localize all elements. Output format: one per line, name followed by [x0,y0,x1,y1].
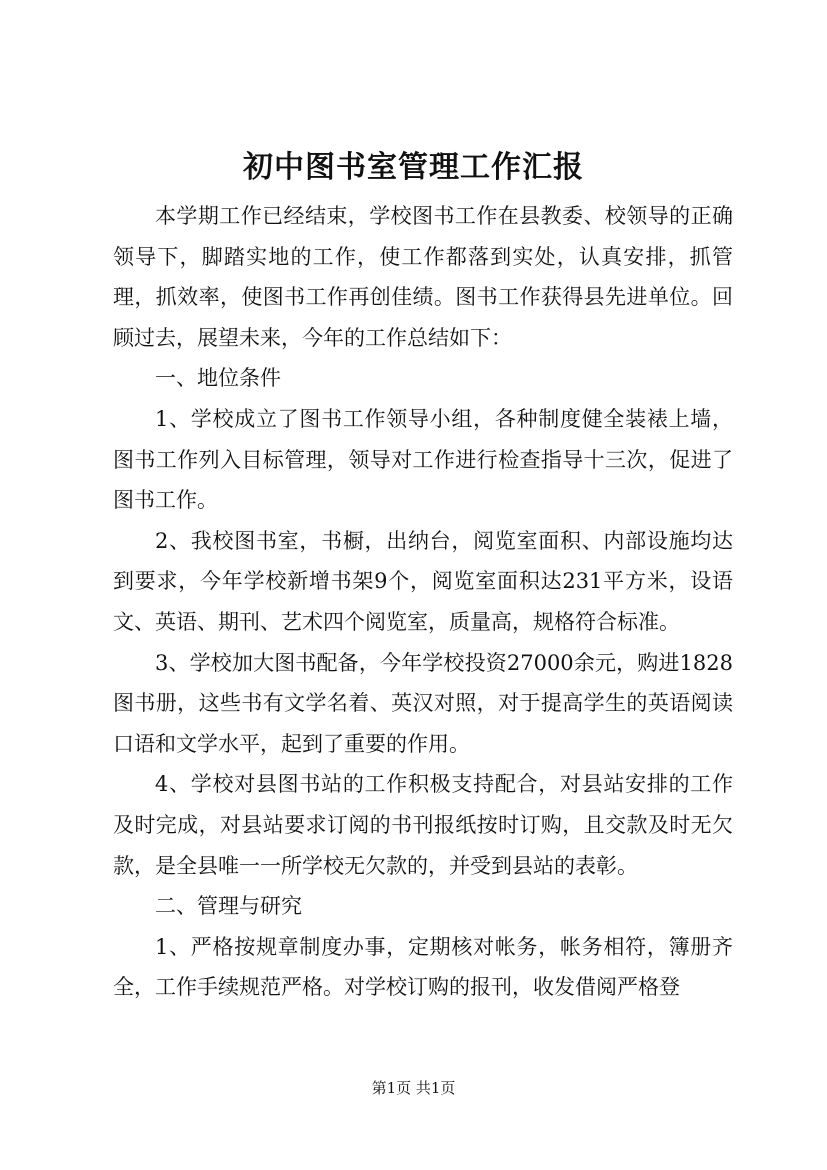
section1-item-3: 3、学校加大图书配备，今年学校投资27000余元，购进1828图书册，这些书有文学名着、英汉对照，对于提高学生的英语阅读口语和文学水平，起到了重要的作用。 [113,650,733,756]
section1-item-1: 1、学校成立了图书工作领导小组，各种制度健全装裱上墙，图书工作列入目标管理，领导对工作进行检查指导十三次，促进了图书工作。 [113,406,733,513]
document-body [113,196,733,1008]
document-title: 初中图书室管理工作汇报 [243,150,584,185]
section-heading-1: 一、地位条件 [155,366,281,391]
section1-item-2: 2、我校图书室，书橱，出纳台，阅览室面积、内部设施均达到要求，今年学校新增书架9个，阅览室面积达231平方米，设语文、英语、期刊、艺术四个阅览室，质量高，规格符合标准。 [113,528,733,634]
intro-paragraph: 本学期工作已经结束，学校图书工作在县教委、校领导的正确领导下，脚踏实地的工作，使工作都落到实处，认真安排，抓管理，抓效率，使图书工作再创佳绩。图书工作获得县先进单位。回顾过去，展望未来，今年的工作总结如下： [113,204,733,350]
section-heading-2: 二、管理与研究 [155,894,302,919]
section1-item-4: 4、学校对县图书站的工作积极支持配合，对县站安排的工作及时完成，对县站要求订阅的书刊报纸按时订购，且交款及时无欠款，是全县唯一一所学校无欠款的，并受到县站的表彰。 [113,772,733,878]
page-footer: 第1页 共1页 [371,1079,456,1097]
section2-item-1: 1、严格按规章制度办事，定期核对帐务，帐务相符，簿册齐全，工作手续规范严格。对学校订购的报刊，收发借阅严格登 [113,934,733,1000]
